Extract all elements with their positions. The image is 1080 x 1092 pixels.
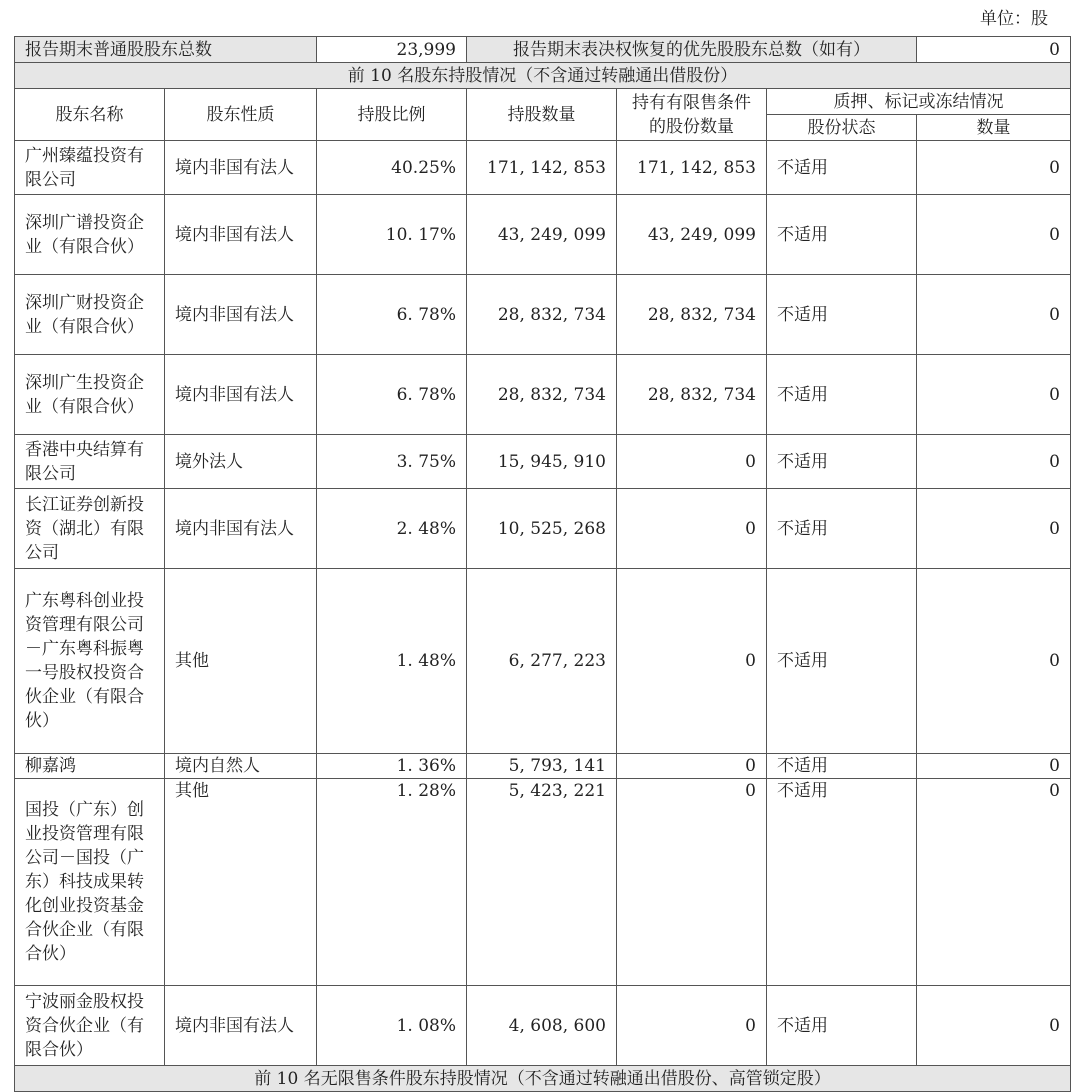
holding-quantity: 5, 793, 141	[467, 754, 617, 779]
pledge-quantity: 0	[917, 986, 1071, 1066]
holding-ratio: 1. 08%	[317, 986, 467, 1066]
pledge-quantity: 0	[917, 489, 1071, 569]
pledge-status: 不适用	[767, 489, 917, 569]
holding-quantity: 10, 525, 268	[467, 489, 617, 569]
header-restricted: 持有有限售条件的股份数量	[617, 89, 767, 141]
table-row	[15, 275, 1071, 355]
holding-ratio: 1. 48%	[317, 569, 467, 754]
pledge-quantity: 0	[917, 275, 1071, 355]
shareholder-name: 柳嘉鸿	[15, 754, 165, 779]
header-pledge-group: 质押、标记或冻结情况	[767, 89, 1071, 115]
table-row	[15, 569, 1071, 754]
holding-quantity: 15, 945, 910	[467, 435, 617, 489]
shareholder-name: 深圳广谱投资企业（有限合伙）	[15, 195, 165, 275]
holding-ratio: 1. 28%	[317, 779, 467, 986]
pledge-quantity: 0	[917, 195, 1071, 275]
pledge-quantity: 0	[917, 779, 1071, 986]
pledge-quantity: 0	[917, 569, 1071, 754]
pledge-status: 不适用	[767, 986, 917, 1066]
pledge-status: 不适用	[767, 754, 917, 779]
header-ratio: 持股比例	[317, 89, 467, 141]
holding-ratio: 3. 75%	[317, 435, 467, 489]
section-title-unrestricted: 前 10 名无限售条件股东持股情况（不含通过转融通出借股份、高管锁定股）	[15, 1066, 1071, 1092]
holding-quantity: 4, 608, 600	[467, 986, 617, 1066]
total-shareholders-label: 报告期末普通股股东总数	[15, 37, 317, 63]
shareholder-nature: 境内非国有法人	[165, 986, 317, 1066]
shareholder-table	[14, 36, 1071, 1092]
shareholder-nature: 境内非国有法人	[165, 355, 317, 435]
restricted-quantity: 28, 832, 734	[617, 275, 767, 355]
pledge-status: 不适用	[767, 435, 917, 489]
shareholder-name: 广州臻蕴投资有限公司	[15, 141, 165, 195]
header-quantity: 持股数量	[467, 89, 617, 141]
restricted-quantity: 0	[617, 569, 767, 754]
unit-label: 单位：股	[980, 9, 1048, 29]
table-row	[15, 754, 1071, 779]
table-row	[15, 195, 1071, 275]
shareholder-nature: 境内自然人	[165, 754, 317, 779]
restricted-quantity: 28, 832, 734	[617, 355, 767, 435]
holding-ratio: 40.25%	[317, 141, 467, 195]
pledge-status: 不适用	[767, 195, 917, 275]
table-row	[15, 355, 1071, 435]
restricted-quantity: 171, 142, 853	[617, 141, 767, 195]
holding-quantity: 6, 277, 223	[467, 569, 617, 754]
shareholder-nature: 境内非国有法人	[165, 275, 317, 355]
pledge-status: 不适用	[767, 355, 917, 435]
shareholder-nature: 境内非国有法人	[165, 141, 317, 195]
column-header-row	[15, 89, 1071, 115]
table-row	[15, 141, 1071, 195]
shareholder-name: 宁波丽金股权投资合伙企业（有限合伙）	[15, 986, 165, 1066]
holding-quantity: 5, 423, 221	[467, 779, 617, 986]
restricted-quantity: 0	[617, 779, 767, 986]
pledge-status: 不适用	[767, 275, 917, 355]
header-pledge-status: 股份状态	[767, 115, 917, 141]
shareholder-name: 国投（广东）创业投资管理有限公司－国投（广东）科技成果转化创业投资基金合伙企业（有限合伙）	[15, 779, 165, 986]
holding-ratio: 2. 48%	[317, 489, 467, 569]
shareholder-name: 深圳广生投资企业（有限合伙）	[15, 355, 165, 435]
shareholder-name: 深圳广财投资企业（有限合伙）	[15, 275, 165, 355]
pledge-status: 不适用	[767, 569, 917, 754]
shareholder-name: 广东粤科创业投资管理有限公司－广东粤科振粤一号股权投资合伙企业（有限合伙）	[15, 569, 165, 754]
holding-quantity: 43, 249, 099	[467, 195, 617, 275]
holding-quantity: 28, 832, 734	[467, 275, 617, 355]
pledge-quantity: 0	[917, 435, 1071, 489]
restricted-quantity: 43, 249, 099	[617, 195, 767, 275]
header-name: 股东名称	[15, 89, 165, 141]
section-header-row	[15, 63, 1071, 89]
preferred-shareholders-label: 报告期末表决权恢复的优先股股东总数（如有）	[467, 37, 917, 63]
total-shareholders-value: 23,999	[317, 37, 467, 63]
shareholder-name: 长江证券创新投资（湖北）有限公司	[15, 489, 165, 569]
table-row	[15, 435, 1071, 489]
section-title-top10: 前 10 名股东持股情况（不含通过转融通出借股份）	[15, 63, 1071, 89]
table-row	[15, 986, 1071, 1066]
restricted-quantity: 0	[617, 754, 767, 779]
shareholder-nature: 其他	[165, 569, 317, 754]
pledge-status: 不适用	[767, 779, 917, 986]
pledge-quantity: 0	[917, 141, 1071, 195]
holding-quantity: 171, 142, 853	[467, 141, 617, 195]
holding-ratio: 6. 78%	[317, 355, 467, 435]
summary-row	[15, 37, 1071, 63]
shareholder-nature: 境内非国有法人	[165, 195, 317, 275]
shareholder-nature: 境内非国有法人	[165, 489, 317, 569]
holding-quantity: 28, 832, 734	[467, 355, 617, 435]
shareholder-nature: 其他	[165, 779, 317, 986]
shareholder-name: 香港中央结算有限公司	[15, 435, 165, 489]
pledge-status: 不适用	[767, 141, 917, 195]
restricted-quantity: 0	[617, 986, 767, 1066]
header-nature: 股东性质	[165, 89, 317, 141]
pledge-quantity: 0	[917, 355, 1071, 435]
preferred-shareholders-value: 0	[917, 37, 1071, 63]
pledge-quantity: 0	[917, 754, 1071, 779]
table-row	[15, 779, 1071, 986]
shareholder-nature: 境外法人	[165, 435, 317, 489]
header-pledge-qty: 数量	[917, 115, 1071, 141]
table-row	[15, 489, 1071, 569]
holding-ratio: 1. 36%	[317, 754, 467, 779]
holding-ratio: 6. 78%	[317, 275, 467, 355]
restricted-quantity: 0	[617, 435, 767, 489]
section-header-row	[15, 1066, 1071, 1092]
restricted-quantity: 0	[617, 489, 767, 569]
holding-ratio: 10. 17%	[317, 195, 467, 275]
